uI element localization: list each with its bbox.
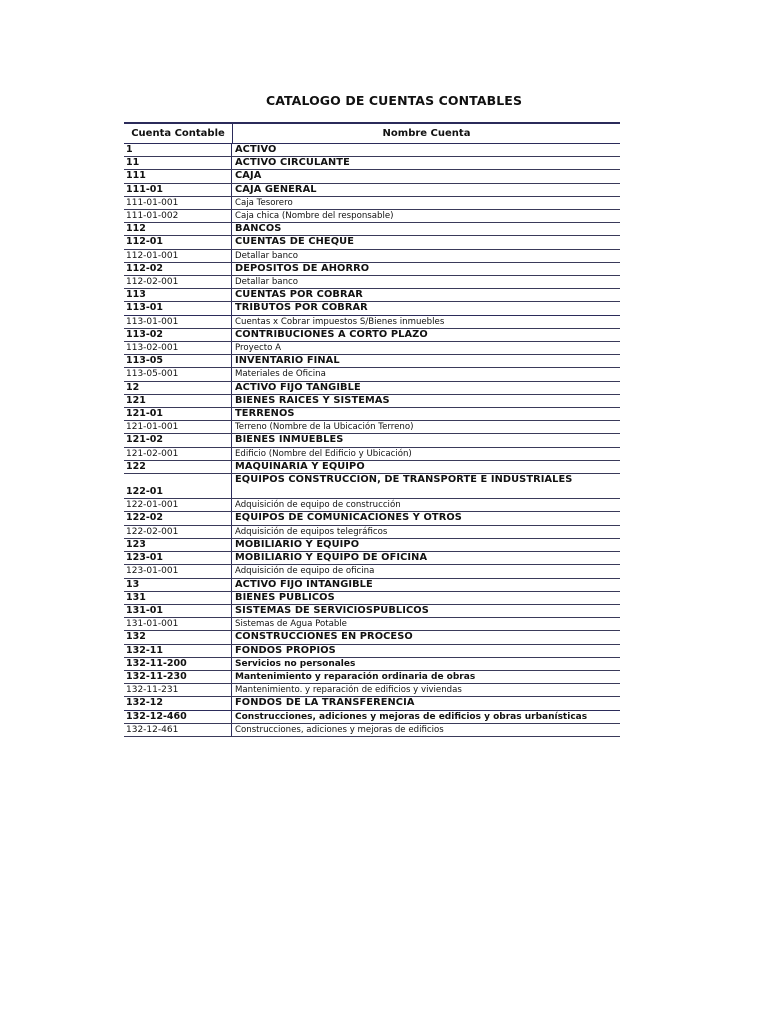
account-name-cell: ACTIVO FIJO TANGIBLE (235, 381, 361, 393)
account-name-cell: Adquisición de equipo de construcción (235, 500, 401, 511)
account-name-cell: BIENES INMUEBLES (235, 434, 344, 446)
table-row (124, 408, 620, 421)
account-code-cell: 112-02-001 (124, 276, 232, 288)
account-code-cell: 113-02-001 (124, 342, 232, 354)
account-name-cell: Caja chica (Nombre del responsable) (235, 211, 394, 222)
account-code-cell: 113-05 (124, 355, 232, 367)
account-code-cell: 11 (124, 157, 232, 169)
account-name-cell: INVENTARIO FINAL (235, 355, 340, 367)
table-row (124, 658, 620, 671)
account-code-cell: 122 (124, 461, 232, 473)
table-row (124, 302, 620, 315)
account-name-cell: Servicios no personales (235, 658, 356, 669)
account-code-cell: 123 (124, 539, 232, 551)
table-row (124, 368, 620, 381)
account-name-cell: ACTIVO CIRCULANTE (235, 157, 350, 169)
account-code-cell: 111 (124, 170, 232, 182)
account-name-cell: MOBILIARIO Y EQUIPO (235, 538, 360, 550)
account-code-cell: 131-01 (124, 605, 232, 617)
account-code-cell: 1 (124, 144, 232, 156)
table-row (124, 645, 620, 658)
account-code-cell: 121-02 (124, 434, 232, 446)
table-row (124, 395, 620, 408)
account-name-cell: SISTEMAS DE SERVICIOSPUBLICOS (235, 604, 429, 616)
account-code-cell: 132-12 (124, 697, 232, 709)
account-code-cell: 131 (124, 592, 232, 604)
table-row (124, 184, 620, 197)
account-code-cell: 113-02 (124, 329, 232, 341)
account-name-cell: FONDOS PROPIOS (235, 644, 336, 656)
account-name-cell: TRIBUTOS POR COBRAR (235, 302, 368, 314)
account-code-cell: 111-01 (124, 184, 232, 196)
account-code-cell: 113-05-001 (124, 368, 232, 380)
table-row (124, 355, 620, 368)
table-row (124, 448, 620, 461)
account-name-cell: EQUIPOS DE COMUNICACIONES Y OTROS (235, 512, 462, 524)
account-name-cell: Caja Tesorero (235, 197, 293, 208)
account-name-cell: Cuentas x Cobrar impuestos S/Bienes inmuebles (235, 316, 445, 327)
account-code-cell: 122-01 (124, 474, 232, 498)
table-row (124, 474, 620, 499)
account-name-cell: CAJA (235, 170, 262, 182)
account-code-cell: 112-01-001 (124, 250, 232, 262)
table-row (124, 526, 620, 539)
account-name-cell: MOBILIARIO Y EQUIPO DE OFICINA (235, 552, 428, 564)
account-code-cell: 113 (124, 289, 232, 301)
table-row (124, 592, 620, 605)
document-title: CATALOGO DE CUENTAS CONTABLES (265, 93, 523, 108)
account-name-cell: BIENES RAICES Y SISTEMAS (235, 394, 390, 406)
table-row (124, 421, 620, 434)
table-row (124, 236, 620, 249)
header-account-code: Cuenta Contable (124, 124, 233, 143)
table-row (124, 342, 620, 355)
account-code-cell: 12 (124, 382, 232, 394)
account-code-cell: 121-01 (124, 408, 232, 420)
table-row (124, 605, 620, 618)
account-code-cell: 131-01-001 (124, 618, 232, 630)
account-code-cell: 122-02-001 (124, 526, 232, 538)
table-row (124, 289, 620, 302)
account-code-cell: 132-11-230 (124, 671, 232, 683)
table-row (124, 512, 620, 525)
account-name-cell: DEPOSITOS DE AHORRO (235, 262, 370, 274)
table-row (124, 552, 620, 565)
account-name-cell: Terreno (Nombre de la Ubicación Terreno) (235, 422, 414, 433)
account-name-cell: CUENTAS POR COBRAR (235, 289, 363, 301)
table-row (124, 499, 620, 512)
table-row (124, 329, 620, 342)
table-row (124, 157, 620, 170)
account-name-cell: BIENES PUBLICOS (235, 591, 335, 603)
table-row (124, 250, 620, 263)
account-code-cell: 132-11-200 (124, 658, 232, 670)
account-code-cell: 123-01 (124, 552, 232, 564)
account-code-cell: 113-01 (124, 302, 232, 314)
account-name-cell: ACTIVO FIJO INTANGIBLE (235, 578, 373, 590)
account-name-cell: Mantenimiento y reparación ordinaria de obras (235, 671, 476, 682)
account-name-cell: Construcciones, adiciones y mejoras de edificios y obras urbanísticas (235, 711, 588, 722)
account-code-cell: 123-01-001 (124, 565, 232, 577)
table-row (124, 434, 620, 447)
account-name-cell: TERRENOS (235, 408, 295, 420)
accounts-table (124, 122, 620, 737)
table-row (124, 724, 620, 737)
table-row (124, 684, 620, 697)
table-header-row (124, 124, 620, 144)
table-row (124, 565, 620, 578)
account-code-cell: 111-01-001 (124, 197, 232, 209)
account-code-cell: 122-02 (124, 512, 232, 524)
table-row (124, 210, 620, 223)
table-row (124, 671, 620, 684)
account-name-cell: Sistemas de Agua Potable (235, 619, 347, 630)
account-name-cell: Proyecto A (235, 343, 281, 354)
table-row (124, 223, 620, 236)
account-name-cell: Adquisición de equipo de oficina (235, 566, 375, 577)
table-row (124, 697, 620, 710)
account-code-cell: 113-01-001 (124, 316, 232, 328)
account-code-cell: 132-11-231 (124, 684, 232, 696)
account-code-cell: 132-11 (124, 645, 232, 657)
table-row (124, 711, 620, 724)
table-row (124, 631, 620, 644)
account-code-cell: 112-01 (124, 236, 232, 248)
table-row (124, 316, 620, 329)
table-row (124, 539, 620, 552)
account-name-cell: MAQUINARIA Y EQUIPO (235, 460, 365, 472)
account-code-cell: 112 (124, 223, 232, 235)
account-code-cell: 121-02-001 (124, 448, 232, 460)
account-name-cell: BANCOS (235, 223, 282, 235)
table-row (124, 276, 620, 289)
account-name-cell: Mantenimiento. y reparación de edificios y viviendas (235, 685, 462, 696)
account-code-cell: 132 (124, 631, 232, 643)
account-code-cell: 13 (124, 579, 232, 591)
account-code-cell: 111-01-002 (124, 210, 232, 222)
account-name-cell: Materiales de Oficina (235, 369, 326, 380)
account-code-cell: 121-01-001 (124, 421, 232, 433)
account-name-cell: ACTIVO (235, 144, 277, 155)
account-name-cell: Detallar banco (235, 277, 298, 288)
account-code-cell: 132-12-461 (124, 724, 232, 736)
account-name-cell: Detallar banco (235, 250, 298, 261)
account-name-cell: CAJA GENERAL (235, 183, 317, 195)
table-row (124, 170, 620, 183)
table-row (124, 382, 620, 395)
table-row (124, 618, 620, 631)
table-row (124, 579, 620, 592)
account-code-cell: 132-12-460 (124, 711, 232, 723)
account-name-cell: CONSTRUCCIONES EN PROCESO (235, 631, 413, 643)
account-name-cell: Construcciones, adiciones y mejoras de edificios (235, 724, 444, 735)
table-row (124, 263, 620, 276)
account-name-cell: CONTRIBUCIONES A CORTO PLAZO (235, 328, 428, 340)
table-row (124, 461, 620, 474)
account-name-cell: EQUIPOS CONSTRUCCION, DE TRANSPORTE E INDUSTRIALES (235, 474, 573, 486)
account-code-cell: 112-02 (124, 263, 232, 275)
table-body (124, 144, 620, 737)
header-account-name: Nombre Cuenta (382, 128, 471, 139)
account-code-cell: 122-01-001 (124, 499, 232, 511)
table-row (124, 144, 620, 157)
account-name-cell: Adquisición de equipos telegráficos (235, 526, 388, 537)
account-name-cell: Edificio (Nombre del Edificio y Ubicación) (235, 448, 412, 459)
account-code-cell: 121 (124, 395, 232, 407)
account-name-cell: CUENTAS DE CHEQUE (235, 236, 354, 248)
table-row (124, 197, 620, 210)
account-name-cell: FONDOS DE LA TRANSFERENCIA (235, 697, 415, 709)
